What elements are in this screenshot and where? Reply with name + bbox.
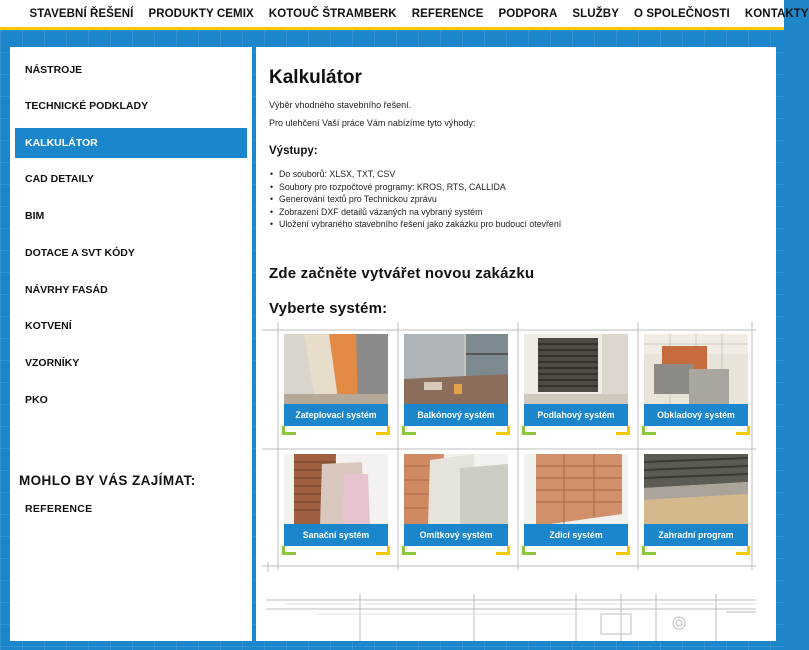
zahradni-image: [644, 454, 748, 526]
interest-link-reference[interactable]: REFERENCE: [25, 503, 93, 515]
omitkovy-image: [404, 454, 508, 526]
corner-mark-icon: [376, 426, 390, 435]
outputs-list: [269, 168, 561, 231]
list-item: • Generování textů pro Technickou zprávu: [269, 193, 561, 206]
nav-kontakty[interactable]: KONTAKTY: [744, 7, 809, 20]
zateplovaci-image: [284, 334, 388, 406]
balkonovy-image: [404, 334, 508, 406]
nav-o-spolecnosti[interactable]: O SPOLEČNOSTI: [633, 7, 730, 20]
main-content: [256, 47, 776, 641]
corner-mark-icon: [402, 426, 416, 435]
podlahovy-label: Podlahový systém: [524, 404, 628, 426]
sanacni-label: Sanační systém: [284, 524, 388, 546]
corner-mark-icon: [496, 546, 510, 555]
list-item: • Soubory pro rozpočtové programy: KROS, RTS, CALLIDA: [269, 181, 561, 194]
system-tile-zateplovaci[interactable]: [284, 334, 388, 438]
sidebar-item-navrhy-fasad[interactable]: NÁVRHY FASÁD: [25, 284, 108, 296]
corner-mark-icon: [736, 546, 750, 555]
corner-mark-icon: [736, 426, 750, 435]
corner-mark-icon: [402, 546, 416, 555]
choose-system-heading: Vyberte systém:: [269, 300, 388, 317]
nav-kotouc-stramberk[interactable]: KOTOUČ ŠTRAMBERK: [268, 7, 397, 20]
corner-mark-icon: [496, 426, 510, 435]
start-order-heading: Zde začněte vytvářet novou zakázku: [269, 265, 535, 282]
system-tile-obkladovy[interactable]: [644, 334, 748, 438]
corner-mark-icon: [376, 546, 390, 555]
sidebar-item-kotveni[interactable]: KOTVENÍ: [25, 320, 72, 332]
zateplovaci-label: Zateplovací systém: [284, 404, 388, 426]
zahradni-label: Zahradní program: [644, 524, 748, 546]
list-item: • Uložení vybraného stavebního řešení jako zakázku pro budoucí otevření: [269, 218, 561, 231]
nav-podpora[interactable]: PODPORA: [498, 7, 558, 20]
system-tile-omitkovy[interactable]: [404, 454, 508, 558]
sidebar-item-cad-detaily[interactable]: CAD DETAILY: [25, 173, 94, 185]
sidebar-item-nastroje[interactable]: NÁSTROJE: [25, 64, 83, 76]
list-item: • Do souborů: XLSX, TXT, CSV: [269, 168, 561, 181]
page-title: Kalkulátor: [269, 67, 362, 88]
outputs-heading: Výstupy:: [269, 145, 318, 157]
benefits-text: Pro ulehčení Vaší práce Vám nabízíme tyto výhody:: [269, 118, 476, 128]
system-tile-sanacni[interactable]: [284, 454, 388, 558]
sidebar-item-kalkulator[interactable]: KALKULÁTOR: [15, 128, 247, 158]
sidebar-item-technicke-podklady[interactable]: TECHNICKÉ PODKLADY: [25, 100, 149, 112]
podlahovy-image: [524, 334, 628, 406]
sidebar-item-dotace[interactable]: DOTACE A SVT KÓDY: [25, 247, 135, 259]
obkladovy-image: [644, 334, 748, 406]
nav-sluzby[interactable]: SLUŽBY: [572, 7, 619, 20]
balkonovy-label: Balkónový systém: [404, 404, 508, 426]
corner-mark-icon: [282, 546, 296, 555]
sidebar: [10, 47, 252, 641]
corner-mark-icon: [522, 546, 536, 555]
corner-mark-icon: [642, 426, 656, 435]
intro-text: Výběr vhodného stavebního řešení.: [269, 100, 412, 110]
top-navigation: [0, 0, 809, 30]
system-tile-zahradni[interactable]: [644, 454, 748, 558]
nav-produkty-cemix[interactable]: PRODUKTY CEMIX: [148, 7, 254, 20]
corner-mark-icon: [616, 426, 630, 435]
sidebar-item-bim[interactable]: BIM: [25, 210, 45, 222]
zdici-image: [524, 454, 628, 526]
zdici-label: Zdicí systém: [524, 524, 628, 546]
sidebar-item-pko[interactable]: PKO: [25, 394, 48, 406]
sidebar-item-vzorniky[interactable]: VZORNÍKY: [25, 357, 80, 369]
omitkovy-label: Omítkový systém: [404, 524, 508, 546]
interest-heading: MOHLO BY VÁS ZAJÍMAT:: [19, 473, 196, 488]
system-tile-balkonovy[interactable]: [404, 334, 508, 438]
list-item: • Zobrazení DXF detailů vázaných na vybraný systém: [269, 206, 561, 219]
obkladovy-label: Obkladový systém: [644, 404, 748, 426]
corner-mark-icon: [522, 426, 536, 435]
system-tile-podlahovy[interactable]: [524, 334, 628, 438]
corner-mark-icon: [616, 546, 630, 555]
sanacni-image: [284, 454, 388, 526]
corner-mark-icon: [282, 426, 296, 435]
nav-stavebni-reseni[interactable]: STAVEBNÍ ŘEŠENÍ: [29, 7, 134, 20]
nav-reference[interactable]: REFERENCE: [411, 7, 484, 20]
corner-mark-icon: [642, 546, 656, 555]
system-tile-zdici[interactable]: [524, 454, 628, 558]
